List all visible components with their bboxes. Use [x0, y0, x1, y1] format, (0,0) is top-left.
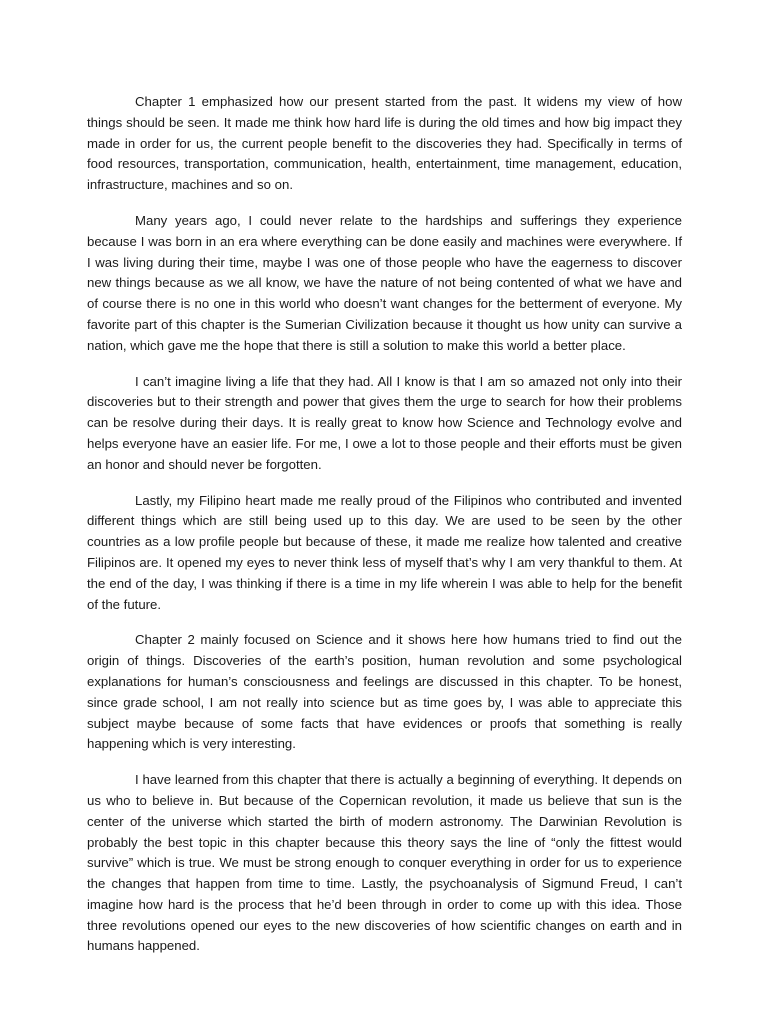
- paragraph-chapter2-intro: Chapter 2 mainly focused on Science and it shows here how humans tried to find out the origin of things. Discoveries of the earth’s position, human revolution and some psychological explanations for human’s consciousness and feelings are discussed in this chapter. To be honest, since grade school, I am not really into science but as time goes by, I was able to appreciate this subject maybe because of some facts that have evidences or proofs that something is really happening which is very interesting.: [87, 632, 682, 752]
- paragraph-revolutions: I have learned from this chapter that there is actually a beginning of everything. It depends on us who to believe in. But because of the Copernican revolution, it made us believe that sun is the center of the universe which started the birth of modern astronomy. The Darwinian Revolution is probably the best topic in this chapter because this theory says the line of “only the fittest would survive” which is true. We must be strong enough to conquer everything in order for us to experience the changes that happen from time to time. Lastly, the psychoanalysis of Sigmund Freud, I can’t imagine how hard is the process that he’d been through in order to come up with this idea. Those three revolutions opened our eyes to the new discoveries of how scientific changes on earth and in humans happened.: [87, 772, 682, 954]
- paragraph-chapter1-intro: Chapter 1 emphasized how our present started from the past. It widens my view of how things should be seen. It made me think how hard life is during the old times and how big impact they made in order for us, the current people benefit to the discoveries they had. Specifically in terms of food resources, transportation, communication, health, entertainment, time management, education, infrastructure, machines and so on.: [87, 94, 682, 193]
- paragraph-filipino-heart: Lastly, my Filipino heart made me really proud of the Filipinos who contributed and invented different things which are still being used up to this day. We are used to be seen by the other countries as a low profile people but because of these, it made me realize how talented and creative Filipinos are. It opened my eyes to never think less of myself that’s why I am very thankful to them. At the end of the day, I was thinking if there is a time in my life wherein I was able to help for the benefit of the future.: [87, 492, 682, 612]
- paragraph-imagine-living: I can’t imagine living a life that they had. All I know is that I am so amazed not only into their discoveries but to their strength and power that gives them the urge to search for how their problems can be resolve during their days. It is really great to know how Science and Technology evolve and helps everyone have an easier life. For me, I owe a lot to those people and their efforts must be given an honor and should never be forgotten.: [87, 373, 682, 472]
- paragraph-hardships: Many years ago, I could never relate to the hardships and sufferings they experience because I was born in an era where everything can be done easily and machines were everywhere. If I was living during their time, maybe I was one of those people who have the eagerness to discover new things because as we all know, we have the nature of not being contented of what we have and of course there is no one in this world who doesn’t want changes for the betterment of everyone. My favorite part of this chapter is the Sumerian Civilization because it thought us how unity can survive a nation, which gave me the hope that there is still a solution to make this world a better place.: [87, 212, 682, 353]
